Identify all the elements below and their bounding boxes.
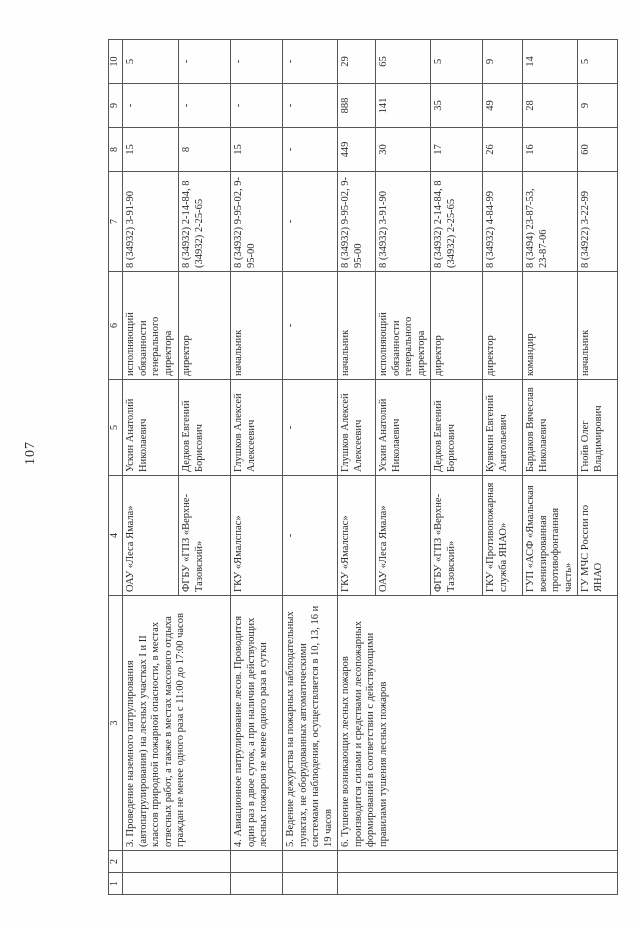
col8-cell: 30 [376,128,431,172]
col10-cell: 65 [376,40,431,84]
org-cell: ГКУ «Противопожарная служба ЯНАО» [483,476,523,596]
position-cell: директор [179,272,231,380]
table-row [338,40,376,895]
col1-cell [231,873,283,895]
position-cell: начальник [231,272,283,380]
header-cell-7: 7 [109,172,123,272]
phone-cell: 8 (34932) 9-95-02, 9-95-00 [338,172,376,272]
col9-cell: 141 [376,84,431,128]
phone-cell: 8 (34932) 2-14-84, 8 (34932) 2-25-65 [179,172,231,272]
position-cell: командир [523,272,578,380]
org-cell: - [283,476,338,596]
event-cell: 5. Ведение дежурства на пожарных наблюдательных пунктах, не оборудованных автоматическими системами наблюдения, осуществляется в 10, 13, 16 и 19 часов [283,596,338,851]
col10-cell: 29 [338,40,376,84]
col1-cell [123,873,231,895]
col10-cell: 14 [523,40,578,84]
col8-cell: 15 [123,128,179,172]
col10-cell: 5 [578,40,618,84]
col10-cell: - [231,40,283,84]
rotated-page [86,20,621,925]
header-row [109,40,123,895]
header-cell-2: 2 [109,851,123,873]
org-cell: ОАУ «Леса Ямала» [376,476,431,596]
col9-cell: 9 [578,84,618,128]
table-row [123,40,179,895]
org-cell: ГКУ «Ямалспас» [338,476,376,596]
col8-cell: 26 [483,128,523,172]
phone-cell: 8 (34922) 3-22-99 [578,172,618,272]
name-cell: Кувякин Евгений Анатольевич [483,380,523,476]
page-number [20,0,41,905]
org-cell: ГУП «АСФ «Ямальская военизированная противофонтанная часть» [523,476,578,596]
col8-cell: 17 [431,128,483,172]
name-cell: Ускин Анатолий Николаевич [376,380,431,476]
table-row [283,40,338,895]
name-cell: Ускин Анатолий Николаевич [123,380,179,476]
col9-cell: 888 [338,84,376,128]
col9-cell: 35 [431,84,483,128]
fire-plan-table [108,39,618,895]
position-cell: директор [483,272,523,380]
phone-cell: 8 (34932) 3-91-90 [376,172,431,272]
name-cell: Дедков Евгений Борисович [179,380,231,476]
name-cell: Глушков Алексей Алексеевич [338,380,376,476]
col2-cell [231,851,283,873]
phone-cell: 8 (34932) 3-91-90 [123,172,179,272]
org-cell: ГКУ «Ямалспас» [231,476,283,596]
header-cell-4: 4 [109,476,123,596]
col9-cell: - [283,84,338,128]
position-cell: исполняющий обязанности генерального директора [123,272,179,380]
org-cell: ОАУ «Леса Ямала» [123,476,179,596]
col2-cell [338,851,618,873]
position-cell: начальник [578,272,618,380]
col8-cell: 15 [231,128,283,172]
table-row [231,40,283,895]
event-cell: 6. Тушение возникающих лесных пожаров производится силами и средствами лесопожарных формирований в соответствии с действующими правилами тушения лесных пожаров [338,596,618,851]
name-cell: Бардаков Вячеслав Николаевич [523,380,578,476]
phone-cell: 8 (34932) 4-84-99 [483,172,523,272]
col8-cell: 8 [179,128,231,172]
phone-cell: 8 (34932) 2-14-84, 8 (34932) 2-25-65 [431,172,483,272]
header-cell-3: 3 [109,596,123,851]
org-cell: ФГБУ «ГПЗ «Верхне-Тазовский» [431,476,483,596]
org-cell: ГУ МЧС России по ЯНАО [578,476,618,596]
phone-cell: 8 (3494) 23-87-53, 23-87-06 [523,172,578,272]
col9-cell: 49 [483,84,523,128]
position-cell: - [283,272,338,380]
header-cell-8: 8 [109,128,123,172]
phone-cell: 8 (34932) 9-95-02, 9-95-00 [231,172,283,272]
position-cell: директор [431,272,483,380]
col1-cell [338,873,618,895]
event-cell: 4. Авиационное патрулирование лесов. Проводится один раз в двое суток, а при наличии действующих лесных пожаров не менее одного раза в сутки [231,596,283,851]
header-cell-6: 6 [109,272,123,380]
col9-cell: - [123,84,179,128]
col8-cell: 60 [578,128,618,172]
position-cell: исполняющий обязанности генерального директора [376,272,431,380]
name-cell: Гнойв Олег Владимирович [578,380,618,476]
name-cell: - [283,380,338,476]
event-cell: 3. Проведение наземного патрулирования (автопатрулирования) на лесных участках I и II классов природной пожарной опасности, в местах отвесных работ, а также в местах массового отдыха граждан не менее одного раза с 11:00 до 17:00 часов [123,596,231,851]
col2-cell [123,851,231,873]
col10-cell: - [179,40,231,84]
col10-cell: - [283,40,338,84]
col9-cell: - [179,84,231,128]
name-cell: Глушков Алексей Алексеевич [231,380,283,476]
position-cell: начальник [338,272,376,380]
header-cell-5: 5 [109,380,123,476]
header-cell-10: 10 [109,40,123,84]
col2-cell [283,851,338,873]
col8-cell: - [283,128,338,172]
name-cell: Дедков Евгений Борисович [431,380,483,476]
col8-cell: 449 [338,128,376,172]
header-cell-1: 1 [109,873,123,895]
header-cell-9: 9 [109,84,123,128]
col10-cell: 5 [123,40,179,84]
col1-cell [283,873,338,895]
col10-cell: 5 [431,40,483,84]
col9-cell: - [231,84,283,128]
col10-cell: 9 [483,40,523,84]
org-cell: ФГБУ «ГПЗ «Верхне-Тазовский» [179,476,231,596]
phone-cell: - [283,172,338,272]
col8-cell: 16 [523,128,578,172]
col9-cell: 28 [523,84,578,128]
page-number-text: 107 [22,440,38,465]
